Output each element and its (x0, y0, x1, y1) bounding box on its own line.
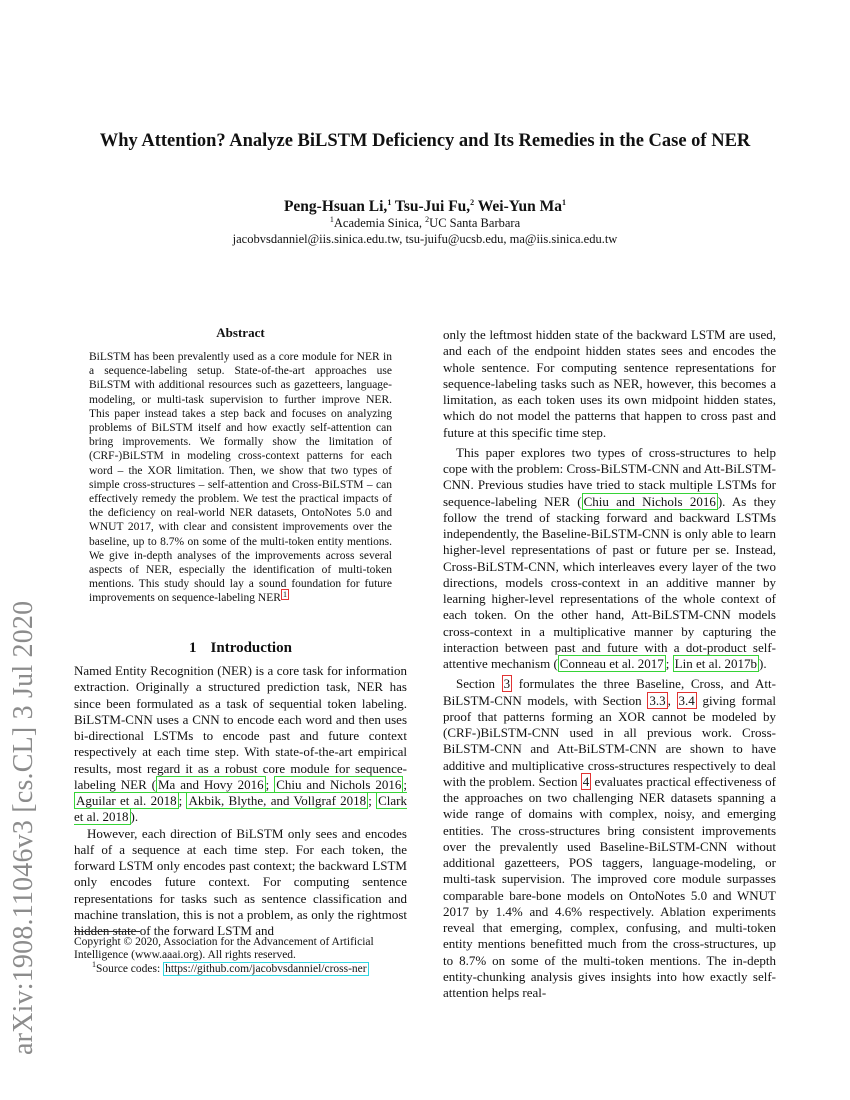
affil-mark: 1 (329, 214, 334, 224)
paragraph-text: Named Entity Recognition (NER) is a core task for information extraction. Originally a structured prediction task, NER has since been formulated as a task of sequential token labeling. BiLSTM-CNN uses a CNN to encode each word and then uses bi-directional LSTMs to encode past and future context respectively at each time step. With state-of-the-art empirical results, most regard it as a robust core module for sequence-labeling NER ( (74, 663, 407, 792)
right-column-body (443, 327, 776, 1001)
author-name: Peng-Hsuan Li, (283, 198, 388, 215)
affiliation: Academia Sinica, (333, 216, 426, 230)
paragraph-text: ). (130, 809, 139, 825)
abstract-body (89, 350, 392, 606)
citation-link[interactable]: Aguilar et al. 2018 (76, 793, 177, 808)
paragraph-text: giving formal proof that patterns forming an XOR cannot be modeled by (CRF-)BiLSTM-CNN used in all previous work. Cross-BiLSTM-CNN and Att-BiLSTM-CNN are shown to have additive and multiplicative cross-structures respectively to deal with the problem. Section (443, 692, 777, 789)
paragraph-text: evaluates practical effectiveness of the approaches on two challenging NER datasets spanning a wide range of domains with complex, noisy, and emerging entities. The cross-structures bring consistent improvements over the prevalently used Baseline-BiLSTM-CNN without additional gazetteers, POS taggers, language-modeling, or multi-task supervision. The improved core module surpasses comparable bare-bone models on OntoNotes 5.0 and WNUT 2017 by 1.4% and 4.6% respectively. Ablation experiments reveal that emerging, complex, confusing, and multi-token entity mentions benefitted much from the cross-structures, up to 8.7% on some of the multi-token mentions. The in-depth entity-chunking analysis gives insights into how exactly self-attention helps real- (443, 773, 776, 1000)
footnote-link[interactable]: 1 (282, 589, 287, 599)
affiliations (0, 216, 850, 231)
left-column-body (74, 663, 407, 939)
paragraph-text: ). As they follow the trend of stacking forward and backward LSTMs independently, the Baseline-BiLSTM-CNN is only able to learn higher-level representations of past or future per se. Instead, Cross-BiLSTM-CNN, which interleaves every layer of the two directions, models cross-context in an additive manner by learning higher-level representations of the whole context of each token. On the other hand, Att-BiLSTM-CNN models cross-context in a multiplicative manner by capturing the interaction between past and future with a dot-product self-attentive mechanism ( (443, 493, 776, 671)
author-affil-mark: 1 (562, 197, 567, 207)
section-ref-link[interactable]: 3 (503, 676, 511, 692)
citation-link[interactable]: Chiu and Nichols 2016 (276, 776, 402, 792)
section-ref-link[interactable]: 4 (582, 773, 590, 789)
author-emails: jacobvsdanniel@iis.sinica.edu.tw, tsu-juifu@ucsb.edu, ma@iis.sinica.edu.tw (232, 232, 618, 246)
footnote-mark: 1 (92, 959, 96, 969)
citation-link[interactable]: Chiu and Nichols 2016 (583, 493, 716, 509)
footnote (74, 959, 407, 976)
section-heading-introduction (74, 640, 407, 657)
abstract-text: BiLSTM has been prevalently used as a core module for NER in a sequence-labeling setup. State-of-the-art approaches use BiLSTM with additional resources such as gazetteers, language-modeling, or multi-task supervision to further improve NER. This paper instead takes a step back and focuses on analyzing problems of BiLSTM itself and how exactly self-attention can bring improvements. We formally show the limitation of (CRF-)BiLSTM in modeling cross-context patterns for each word – the XOR limitation. Then, we show that two types of simple cross-structures – self-attention and Cross-BiLSTM – can effectively remedy the problem. We test the practical impacts of the deficiency on real-world NER datasets, OntoNotes 5.0 and WNUT 2017, with clear and consistent improvements over the baseline, up to 8.7% on some of the multi-token entity mentions. We give in-depth analyses of the improvements across several aspects of NER, especially the identification of multi-token mentions. This study should lay a sound foundation for future improvements on sequence-labeling NER (89, 351, 392, 605)
paragraph: only the leftmost hidden state of the backward LSTM are used, and each of the endpoint hidden states sees and encodes the whole sentence. For computing sentence representations for sequence-labeling tasks such as NER, however, this becomes a limitation, as each token uses its own midpoint hidden states, which do not model the patterns that happen to cross past and future at this specific time step. (443, 327, 776, 440)
abstract-heading: Abstract (216, 325, 265, 340)
section-title: Introduction (210, 640, 292, 656)
paragraph: Named Entity Recognition (NER) is a core task for information extraction. Originally a structured prediction task, NER has since been formulated as a task of sequential token labeling. BiLSTM-CNN uses a CNN to encode each word and then uses bi-directional LSTMs to encode past and future context respectively at each time step. With state-of-the-art empirical results, most regard it as a robust core module for sequence-labeling NER ( Ma and Hovy 2016 ; Chiu and Nichols 2016 ; Aguilar et al. 2018 ; Akbik, Blythe, and Vollgraf 2018 ; Clark et al. 2018 ). (74, 663, 407, 825)
paragraph: However, each direction of BiLSTM only sees and encodes half of a sequence at each time step. For each token, the forward LSTM only encodes past context; the backward LSTM only encodes future context. For computing sentence representations for tasks such as sentence classification and machine translation, this is not a problem, as only the rightmost hidden state of the forward LSTM and (74, 825, 407, 938)
author-list (0, 198, 850, 216)
arxiv-stamp: arXiv:1908.11046v3 [cs.CL] 3 Jul 2020 (8, 600, 39, 1055)
author-affil-mark: 1 (387, 197, 392, 207)
footnote-text: Source codes: (96, 962, 164, 975)
source-code-link[interactable]: https://github.com/jacobvsdanniel/cross-ner (165, 962, 367, 975)
paragraph-text: formulates the three Baseline, Cross, and Att-BiLSTM-CNN models, with Section (443, 676, 776, 708)
citation-link[interactable]: Akbik, Blythe, and Vollgraf 2018 (188, 793, 367, 808)
citation-link[interactable]: Clark et al. 2018 (74, 793, 407, 825)
affil-mark: 2 (425, 214, 430, 224)
paragraph: Section 3 formulates the three Baseline, Cross, and Att-BiLSTM-CNN models, with Section 3.3 , 3.4 giving formal proof that patterns forming an XOR cannot be modeled by (CRF-)BiLSTM-CNN used in all previous work. Cross-BiLSTM-CNN and Att-BiLSTM-CNN are shown to have additive and multiplicative cross-structures respectively to deal with the problem. Section 4 evaluates practical effectiveness of the approaches on two challenging NER datasets spanning a wide range of domains with complex, noisy, and emerging entities. The cross-structures bring consistent improvements over the prevalently used Baseline-BiLSTM-CNN without additional gazetteers, POS taggers, language-modeling, or multi-task supervision. The improved core module surpasses comparable bare-bone models on OntoNotes 5.0 and WNUT 2017 by 1.4% and 4.6% respectively. Ablation experiments reveal that emerging, complex, confusing, and multi-token entity mentions benefitted much from the cross-structures, up to 8.7% on some of the multi-token mentions. The in-depth entity-chunking analysis gives insights into how exactly self-attention helps real- (443, 676, 777, 1000)
citation-link[interactable]: Ma and Hovy 2016 (158, 776, 264, 792)
author-name: Tsu-Jui Fu, (394, 198, 471, 215)
paper-title: Why Attention? Analyze BiLSTM Deficiency and Its Remedies in the Case of NER (99, 131, 751, 151)
paragraph-text: This paper explores two types of cross-structures to help cope with the problem: Cross-BiLSTM-CNN and Att-BiLSTM-CNN. Previous studies have tried to stack multiple LSTMs for sequence-labeling NER ( (443, 444, 776, 509)
footnote-rule (74, 931, 140, 932)
affiliation: UC Santa Barbara (429, 216, 521, 230)
section-ref-link[interactable]: 3.3 (649, 692, 666, 708)
footnotes (74, 936, 407, 976)
paragraph-text: ). (758, 656, 767, 671)
section-ref-link[interactable]: 3.4 (678, 692, 695, 708)
citation-link[interactable]: Lin et al. 2017b (674, 656, 757, 671)
paragraph-text: Section (456, 676, 502, 692)
citation-link[interactable]: Conneau et al. 2017 (559, 656, 664, 671)
author-affil-mark: 2 (470, 197, 475, 207)
paragraph: This paper explores two types of cross-structures to help cope with the problem: Cross-BiLSTM-CNN and Att-BiLSTM-CNN. Previous studies have tried to stack multiple LSTMs for sequence-labeling NER ( Chiu and Nichols 2016 ). As they follow the trend of stacking forward and backward LSTMs independently, the Baseline-BiLSTM-CNN is only able to learn higher-level representations of past or future per se. Instead, Cross-BiLSTM-CNN, which interleaves every layer of the two directions, models cross-context in an additive manner by learning higher-level representations of the whole context of each token. On the other hand, Att-BiLSTM-CNN models cross-context in a multiplicative manner by capturing the interaction between past and future with a dot-product self-attentive mechanism ( Conneau et al. 2017 ; Lin et al. 2017b ). (443, 444, 776, 671)
copyright-notice: Copyright © 2020, Association for the Advancement of Artificial Intelligence (www.aaai.org). All rights reserved. (74, 936, 374, 962)
section-number: 1 (189, 640, 197, 656)
author-name: Wei-Yun Ma (477, 198, 563, 215)
